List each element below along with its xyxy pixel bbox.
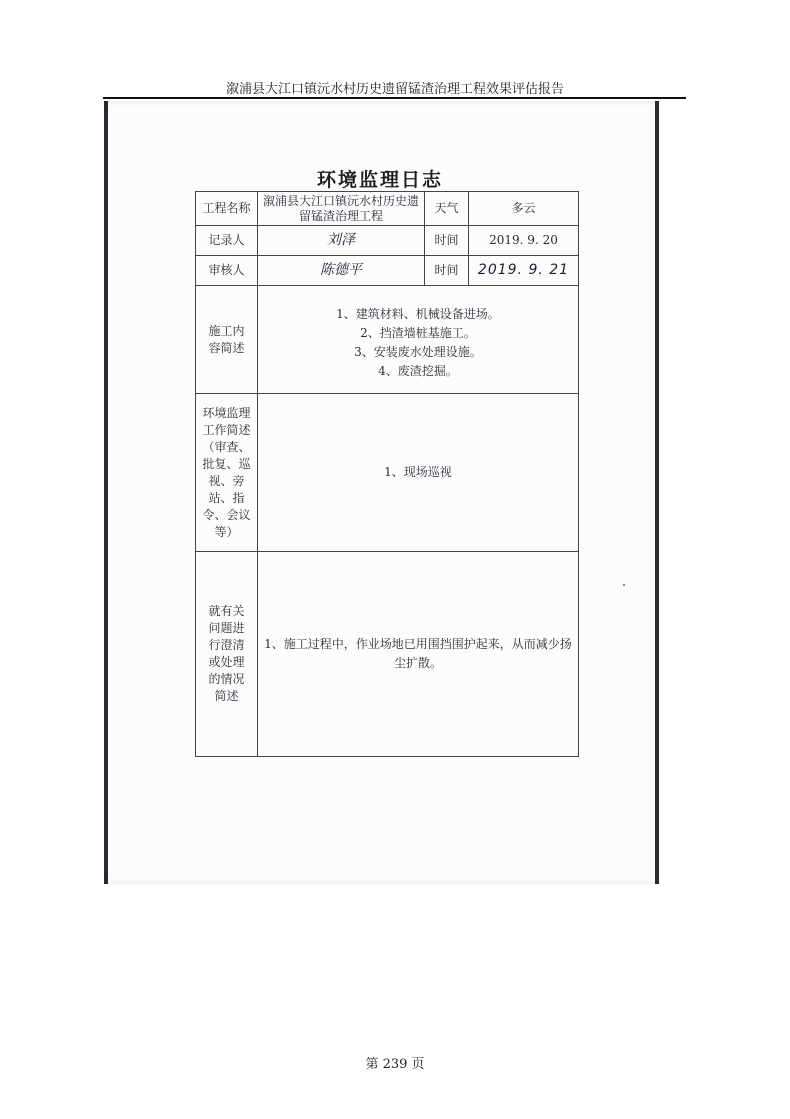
clarification-label <box>196 552 258 757</box>
record-time-label: 时间 <box>425 226 469 256</box>
reviewer-signature: 陈德平 <box>258 256 425 286</box>
table-row <box>196 192 579 226</box>
table-row <box>196 256 579 286</box>
list-item: 1、建筑材料、机械设备进场。 <box>336 307 500 321</box>
weather-label: 天气 <box>425 192 469 226</box>
table-row <box>196 226 579 256</box>
recorder-label: 记录人 <box>196 226 258 256</box>
scan-left-edge <box>104 101 108 884</box>
recorder-signature: 刘泽 <box>258 226 425 256</box>
clarification-content <box>258 552 579 757</box>
construction-label <box>196 286 258 394</box>
review-time-label: 时间 <box>425 256 469 286</box>
header-rule <box>103 97 686 99</box>
table-row <box>196 552 579 757</box>
supervision-label-text: 环境监理工作简述（审查、批复、巡视、旁站、指令、会议等） <box>202 405 251 539</box>
review-time-value: 2019. 9. 21 <box>469 256 579 286</box>
project-name-value: 溆浦县大江口镇沅水村历史遗留锰渣治理工程 <box>258 192 425 226</box>
table-row <box>196 286 579 394</box>
construction-list <box>261 305 575 381</box>
supervision-list <box>261 463 575 482</box>
clarification-list <box>261 635 575 673</box>
monitoring-log-table <box>195 191 579 757</box>
record-time-value: 2019. 9. 20 <box>469 226 579 256</box>
scan-right-edge <box>655 101 659 884</box>
list-item: 3、安装废水处理设施。 <box>354 345 482 359</box>
list-item: 1、施工过程中，作业场地已用围挡围护起来，从而减少扬尘扩散。 <box>264 637 572 670</box>
clarification-label-text: 就有关问题进行澄清或处理的情况简述 <box>208 604 245 703</box>
scan-speck <box>623 584 625 586</box>
supervision-label <box>196 394 258 552</box>
project-name-label: 工程名称 <box>196 192 258 226</box>
construction-label-text: 施工内容简述 <box>208 324 245 355</box>
table-row <box>196 394 579 552</box>
report-header-title: 溆浦县大江口镇沅水村历史遗留锰渣治理工程效果评估报告 <box>225 82 564 97</box>
supervision-content <box>258 394 579 552</box>
weather-value: 多云 <box>469 192 579 226</box>
reviewer-label: 审核人 <box>196 256 258 286</box>
construction-content <box>258 286 579 394</box>
list-item: 4、废渣挖掘。 <box>378 364 458 378</box>
page-number: 第 239 页 <box>365 1057 425 1072</box>
list-item: 2、挡渣墙桩基施工。 <box>360 326 476 340</box>
log-title: 环境监理日志 <box>316 169 443 191</box>
list-item: 1、现场巡视 <box>384 465 452 479</box>
